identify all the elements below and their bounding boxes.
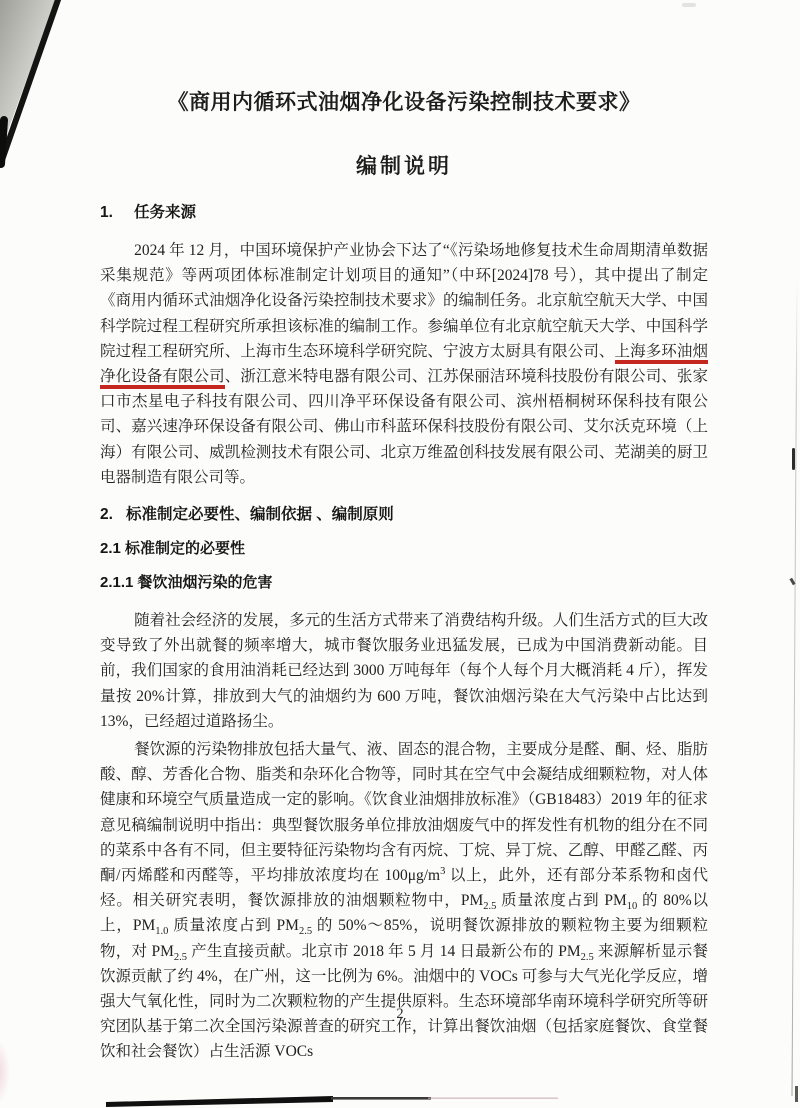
red-underlined-company-name: 上海多环油烟净化设备有限公司 [100,343,708,389]
document-subtitle: 编制说明 [356,154,452,178]
text-segment: 质量浓度占到 PM [496,892,627,910]
document-body [100,88,708,1065]
text-segment: 餐饮源的污染物排放包括大量气、液、固态的混合物，主要成分是醛、酮、烃、脂肪酸、醇、芳香化合物、脂类和杂环化合物等，同时其在空气中会凝结成细颗粒物，对人体健康和环境空气质量造成一定的影响。《饮食业油烟排放标准》（GB18483）2019 年的征求意见稿编制说明中指出：典型餐饮服务单位排放油烟废气中的挥发性有机物的组分在不同的菜系中各有不同，但主要特征污染物均含有丙烷、丁烷、异丁烷、乙醇、甲醛乙醛、丙酮/丙烯醛和丙醛等，平均排放浓度均在 100μg/m [100,741,708,885]
text-segment: 的 50%～85%，说明餐饮源排放的颗粒物主要为细颗粒物，对 PM [100,917,709,960]
page-edge-bottom-tick [795,1086,798,1102]
subscript-pm: 10 [626,901,638,913]
text-segment: 的 80%以上，PM [100,892,709,935]
subsection-heading-2-1-1: 2.1.1 餐饮油烟污染的危害 [100,574,273,592]
text-segment: 来源解析显示餐饮源贡献了约 4%，在广州，这一比例为 6%。油烟中的 VOCs 可参与大气光化学反应，增强大气氧化性，同时为二次颗粒物的产生提供原料。生态环境部华南环境科学研究所等研究团队基于第二次全国污染源普查的研究工作，计算出餐饮油烟（包括家庭餐饮、食堂餐饮和社会餐饮）占生活源 VOCs [100,942,709,1061]
text-segment: 以上，此外，还有部分苯系物和卤代烃。相关研究表明，餐饮源排放的油烟颗粒物中，PM [100,867,708,910]
superscript-exponent: 3 [440,865,446,877]
text-segment: 质量浓度占到 PM [168,917,299,935]
scan-mark-top-right [682,3,696,7]
subscript-pm: 2.5 [580,951,594,963]
scan-corner-fold-artifact [0,0,80,175]
section-heading-2 [100,504,708,526]
page-edge-line-right [792,278,798,1096]
section-number: 2. [100,506,113,524]
subscript-pm: 2.5 [298,926,313,938]
section-heading-1 [100,202,708,224]
paragraph-consumption-growth: 随着社会经济的发展，多元的生活方式带来了消费结构升级。人们生活方式的巨大改变导致了外出就餐的频率增大，城市餐饮服务业迅猛发展，已成为中国消费新动能。目前，我们国家的食用油消耗已经达到 3000 万吨每年（每个人每个月大概消耗 4 斤），挥发量按 20%计算，排放到大气的油烟约为 600 万吨，餐饮油烟污染在大气污染中占比达到 13%，已经超过道路扬尘。 [100,612,708,730]
subsection-heading-2-1: 2.1 标准制定的必要性 [100,540,246,558]
text-segment: 、浙江意米特电器有限公司、江苏保丽洁环境科技股份有限公司、张家口市杰星电子科技有限公司、四川净平环保设备有限公司、滨州梧桐树环保科技有限公司、嘉兴速净环保设备有限公司、佛山市科蓝环保科技股份有限公司、艾尔沃克环境（上海）有限公司、威凯检测技术有限公司、北京万维盈创科技发展有限公司、芜湖美的厨卫电器制造有限公司等。 [100,368,708,486]
text-segment: 2024 年 12 月，中国环境保护产业协会下达了“《污染场地修复技术生命周期清单数据采集规范》等两项团体标准制定计划项目的通知”（中环[2024]78 号），其中提出了制定《商用内循环式油烟净化设备污染控制技术要求》的编制任务。北京航空航天大学、中国科学院过程工程研究所承担该标准的编制工作。参编单位有北京航空航天大学、中国科学院过程工程研究所、上海市生态环境科学研究院、宁波方太厨具有限公司、 [100,242,708,360]
section-title: 任务来源 [134,204,197,221]
text-segment: 产生直接贡献。北京市 2018 年 5 月 14 日最新公布的 PM [186,942,581,960]
scan-streak-bottom-artifact [98,1093,578,1108]
document-title: 《商用内循环式油烟净化设备污染控制技术要求》 [167,90,641,114]
subscript-pm: 2.5 [173,951,187,963]
scan-smudge-bottom-left [0,1040,10,1104]
page-edge-dash-mark [789,578,795,586]
subscript-pm: 1.0 [155,926,169,938]
section-title: 标准制定必要性、编制依据 、编制原则 [126,506,394,524]
page-edge-dark-segment [792,448,795,470]
subscript-pm: 2.5 [483,901,497,913]
page-number: 2 [396,1006,404,1022]
paragraph-task-source [100,238,708,490]
section-number: 1. [100,204,113,221]
